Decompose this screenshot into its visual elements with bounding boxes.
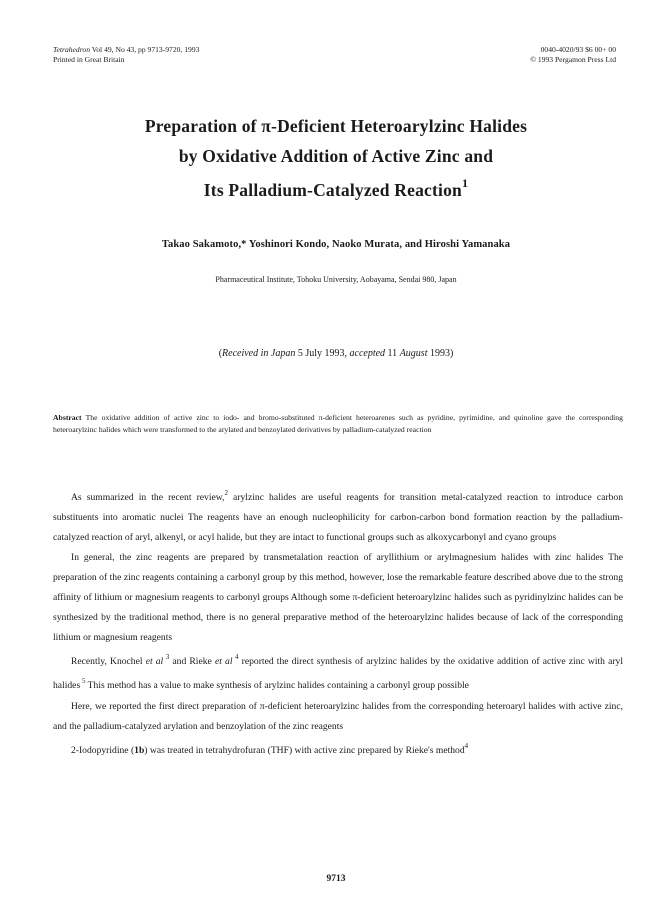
ref-4b: 4 — [464, 741, 469, 750]
p1-text-b: arylzinc halides are useful reagents for transition metal-catalyzed reaction to introduce carbon substituents into aromatic nuclei The reagents have an enough nucleophilicity for carbon-carbon bond formation reaction by the palladium-catalyzed reaction of aryl, alkenyl, or acyl halide, but they are intact to functional groups such as alkoxycarbonyl and cyano groups — [53, 492, 623, 544]
p3-text-a: Recently, Knochel — [71, 656, 146, 668]
received-date: 5 July 1993, — [295, 348, 350, 359]
journal-header-right — [530, 45, 616, 65]
title-line-2: by Oxidative Addition of Active Zinc and — [178, 146, 494, 166]
accepted-date: 11 — [385, 348, 400, 359]
paragraph-1 — [53, 484, 623, 548]
compound-1b: 1b — [134, 744, 145, 756]
journal-header-left — [53, 45, 199, 65]
p5-text-a: 2-Iodopyridine ( — [71, 744, 135, 756]
ref-2: 2 — [224, 489, 228, 497]
p3-text-b: and Rieke — [169, 656, 215, 668]
journal-citation — [53, 45, 199, 55]
paragraph-2: In general, the zinc reagents are prepared by transmetalation reaction of aryllithium or arylmagnesium halides with zinc halides The preparation of the zinc reagents containing a carbonyl group by this method, however, lose the remarkable feature described above due to the strong affinity of lithium or magnesium reagents to carbonyl groups Although some π-deficient heteroarylzinc halides such as pyridinylzinc halides can be synthesized by the traditional method, there is no general preparative method of the heteroarylzinc halides because of lack of the corresponding lithium or magnesium reagents — [53, 552, 623, 644]
received-line — [0, 348, 672, 359]
p3-text-c: reported the direct synthesis of arylzinc halides by the oxidative addition of active zinc with aryl halides — [53, 656, 624, 692]
p5-text-b: ) was treated in tetrahydrofuran (THF) with active zinc prepared by Rieke's method — [144, 744, 465, 756]
printed-in: Printed in Great Britain — [53, 55, 125, 64]
paragraph-3 — [53, 648, 623, 696]
authors: Takao Sakamoto,* Yoshinori Kondo, Naoko Murata, and Hiroshi Yamanaka — [161, 239, 511, 250]
abstract — [53, 412, 623, 436]
page-number: 9713 — [326, 874, 346, 884]
p3-etal-2: et al — [214, 656, 233, 668]
p1-text-a: As summarized in the recent review, — [71, 492, 225, 504]
paragraph-4: Here, we reported the first direct preparation of π-deficient heteroarylzinc halides from the corresponding heteroaryl halides with active zinc, and the palladium-catalyzed arylation and benzoylation of the zinc reagents — [53, 700, 623, 732]
ref-5: 5 — [80, 677, 86, 686]
p3-text-d: This method has a value to make synthesis of arylzinc halides containing a carbonyl group possible — [85, 680, 469, 692]
title-footnote-mark: 1 — [461, 176, 469, 190]
issn-code: 0040-4020/93 $6 00+ 00 — [540, 45, 616, 54]
title-line-1: Preparation of π-Deficient Heteroarylzinc Halides — [144, 116, 528, 136]
affiliation: Pharmaceutical Institute, Tohoku University, Aobayama, Sendai 980, Japan — [215, 275, 457, 284]
body-text — [53, 484, 623, 761]
p3-etal-1: et al — [145, 656, 164, 668]
accepted-month: August — [399, 348, 428, 359]
received-open: ( — [218, 348, 223, 359]
title-line-3-text: Its Palladium-Catalyzed Reaction — [203, 179, 462, 200]
accepted-label: accepted — [349, 348, 386, 359]
journal-name: Tetrahedron — [53, 45, 90, 54]
abstract-text: The oxidative addition of active zinc to iodo- and bromo-substituted π-deficient heteroarenes such as pyridine, pyrimidine, and quinoline gave the corresponding heteroarylzinc halides which were transformed to the arylated and benzoylated derivatives by palladium-catalyzed reaction — [53, 413, 623, 434]
received-close: 1993) — [427, 348, 454, 359]
paragraph-5 — [53, 737, 623, 761]
ref-4: 4 — [232, 653, 239, 662]
received-label: Received in Japan — [222, 348, 296, 359]
ref-3: 3 — [163, 653, 170, 662]
journal-volume: Vol 49, No 43, pp 9713-9720, 1993 — [90, 45, 200, 54]
abstract-label: Abstract — [53, 413, 82, 422]
title-line-3 — [0, 178, 672, 201]
copyright: © 1993 Pergamon Press Ltd — [530, 55, 616, 64]
